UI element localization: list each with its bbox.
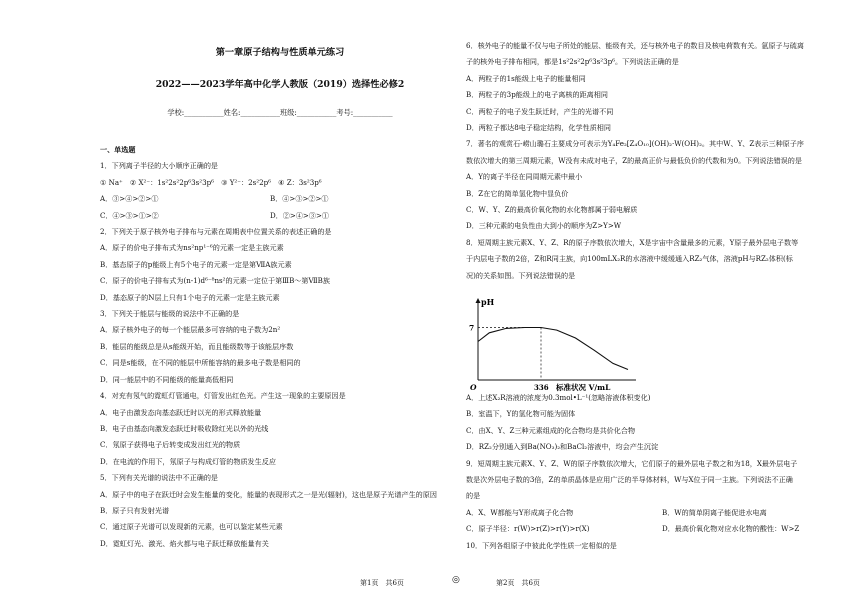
- option-row: [100, 208, 440, 224]
- option-row: [466, 505, 858, 521]
- question-line: A．原子中的电子在跃迁时会发生能量的变化，能量的表现形式之一是光(辐射)，这也是原子光谱产生的原因: [100, 489, 437, 499]
- question-line: C．两粒子的电子发生跃迁时，产生的光谱不同: [466, 106, 614, 116]
- answer-option: B．W的简单阴离子能促进水电离: [662, 507, 767, 517]
- question-line: B．基态原子的p能级上有5个电子的元素一定是第ⅦA族元素: [100, 259, 292, 269]
- y-axis-arrow-icon: [476, 298, 481, 303]
- option-row: [100, 191, 440, 207]
- question-line: C．由X、Y、Z三种元素组成的化合物均是共价化合物: [466, 425, 636, 435]
- x-tick-label: 336: [534, 383, 549, 392]
- question-line: C．同是s能级，在不同的能层中所能容纳的最多电子数是相同的: [100, 358, 301, 368]
- question-line: A．电子由激发态向基态跃迁时以光的形式释放能量: [100, 407, 262, 417]
- question-line: D．两粒子都达8电子稳定结构，化学性质相同: [466, 123, 611, 133]
- question-line: C．通过原子光谱可以发现新的元素，也可以鉴定某些元素: [100, 522, 283, 532]
- right-question-column-top: [466, 38, 858, 284]
- question-line: C．W、Y、Z的最高价氧化物的水化物都属于弱电解质: [466, 205, 638, 215]
- student-info: 学校:___________姓名:___________班级:___________考号:___________: [167, 108, 393, 117]
- question-line: B．室温下，Y的氢化物可能为固体: [466, 409, 576, 419]
- page-title: 第一章原子结构与性质单元练习: [215, 47, 345, 58]
- question-line: D．霓虹灯光、激光、焰火都与电子跃迁释放能量有关: [100, 538, 269, 548]
- page-divider-icon: ◎: [452, 575, 460, 585]
- question-stem: 9．短周期主族元素X、Y、Z、W的原子序数依次增大，它们原子的最外层电子数之和为18，X最外层电子: [466, 458, 798, 468]
- origin-label: O: [470, 383, 477, 392]
- question-line: B．Z在它的简单氢化物中显负价: [466, 188, 569, 198]
- right-page: [440, 0, 860, 608]
- question-stem: 2．下列关于原子核外电子排布与元素在周期表中位置关系的表述正确的是: [100, 227, 332, 237]
- answer-option: C．原子半径：r(W)>r(Z)>r(Y)>r(X): [466, 524, 590, 534]
- question-line: 于内层电子数的2倍，Z和R同主族，向100mLX₂R的水溶液中缓缓通入RZ₂气体，溶液pH与RZ₂体积(标: [466, 254, 793, 264]
- footer-page-left: 第1页 共6页: [360, 579, 404, 587]
- question-stem: 4．对充有氖气的霓虹灯管通电，灯管发出红色光。产生这一现象的主要原因是: [100, 391, 346, 401]
- answer-option: D．②>④>③>①: [270, 210, 329, 220]
- question-line: A．原子的价电子排布式为ns²np¹⁻⁶的元素一定是主族元素: [100, 243, 284, 253]
- answer-option: A．③>④>②>①: [100, 194, 159, 204]
- question-line: ① Na⁺ ② X²⁻：1s²2s²2p⁶3s²3p⁶ ③ Y²⁻：2s²2p⁶ ④ Z：3s²3p⁶: [100, 177, 322, 187]
- question-line: D．RZ₂分别通入到Ba(NO₃)₂和BaCl₂溶液中，均会产生沉淀: [466, 442, 659, 452]
- question-stem: 10．下列各组原子中彼此化学性质一定相似的是: [466, 540, 617, 550]
- footer-page-right: 第2页 共6页: [496, 579, 540, 587]
- x-axis-label: 标准状况 V/mL: [556, 383, 611, 392]
- question-line: A．两粒子的1s能级上电子的能量相同: [466, 73, 586, 83]
- question-line: D．同一能层中的不同能级的能量高低相同: [100, 374, 234, 384]
- question-line: A．上述X₂R溶液的浓度为0.3mol•L⁻¹(忽略溶液体积变化): [466, 393, 651, 402]
- question-stem: 3．下列关于能层与能级的说法中不正确的是: [100, 309, 240, 319]
- question-line: D．在电流的作用下，氖原子与构成灯管的物质发生反应: [100, 456, 276, 466]
- question-line: 况)的关系如图。下列说法错误的是: [466, 270, 576, 280]
- y-axis-label: pH: [481, 297, 495, 307]
- question-stem: 6．核外电子的能量不仅与电子所处的能层、能级有关，还与核外电子的数目及核电荷数有关。氩原子与硫离: [466, 41, 804, 50]
- question-stem: 8．短周期主族元素X、Y、Z、R的原子序数依次增大，X是宇宙中含量最多的元素，Y原子最外层电子数等: [466, 237, 799, 247]
- question-line: B．原子只有发射光谱: [100, 505, 170, 515]
- ph-curve: [478, 328, 628, 370]
- ph-chart: [460, 296, 640, 396]
- answer-option: D．最高价氧化物对应水化物的酸性：W>Z: [662, 524, 800, 534]
- option-row: [466, 521, 858, 537]
- question-line: 数依次增大的第三周期元素，W没有未成对电子，Z的最高正价与最低负价的代数和为0。下列说法错误的是: [466, 155, 802, 165]
- y-tick-label: 7: [469, 323, 475, 333]
- left-question-column: [100, 142, 440, 552]
- question-stem: 7．著名的观赏石-崂山璐石主要成分可表示为Y₄Fe₂[Z₄O₁₀](OH)₂·W(OH)₂。其中W、Y、Z表示三种原子序: [466, 139, 804, 149]
- question-stem: 5．下列有关光谱的说法中不正确的是: [100, 473, 219, 483]
- answer-option: B．④>③>②>①: [270, 194, 329, 204]
- question-line: D．三种元素的电负性由大到小的顺序为Z>Y>W: [466, 221, 622, 231]
- question-line: B．电子由基态向激发态跃迁时吸收除红光以外的光线: [100, 423, 269, 433]
- page-subtitle: 2022——2023学年高中化学人教版（2019）选择性必修2: [155, 79, 405, 90]
- question-line: C．原子的价电子排布式为(n-1)d⁶⁻⁸ns²的元素一定位于第ⅢB～第ⅦB族: [100, 276, 330, 286]
- answer-option: A．X、W都能与Y形成离子化合物: [466, 507, 574, 517]
- question-line: 子的核外电子排布相同，都是1s²2s²2p⁶3s²3p⁶。下列说法正确的是: [466, 57, 679, 67]
- section-heading: 一、单选题: [100, 145, 136, 154]
- question-line: 的是: [466, 491, 481, 501]
- question-line: B．能层的能级总是从s能级开始，而且能级数等于该能层序数: [100, 341, 294, 351]
- question-line: 数是次外层电子数的3倍，Z的单质晶体是应用广泛的半导体材料，W与X位于同一主族。下列说法不正确: [466, 475, 793, 485]
- question-line: D．基态原子的N层上只有1个电子的元素一定是主族元素: [100, 292, 280, 302]
- right-question-column-bottom: [466, 390, 858, 554]
- question-line: C．氖原子获得电子后转变成发出红光的物质: [100, 440, 241, 450]
- question-line: A．原子核外电子的每一个能层最多可容纳的电子数为2n²: [100, 325, 281, 335]
- question-line: A．Y的离子半径在同周期元素中最小: [466, 172, 583, 182]
- question-line: B．两粒子的3p能级上的电子离核的距离相同: [466, 90, 608, 100]
- question-stem: 1．下列离子半径的大小顺序正确的是: [100, 161, 219, 171]
- answer-option: C．④>③>①>②: [100, 210, 159, 220]
